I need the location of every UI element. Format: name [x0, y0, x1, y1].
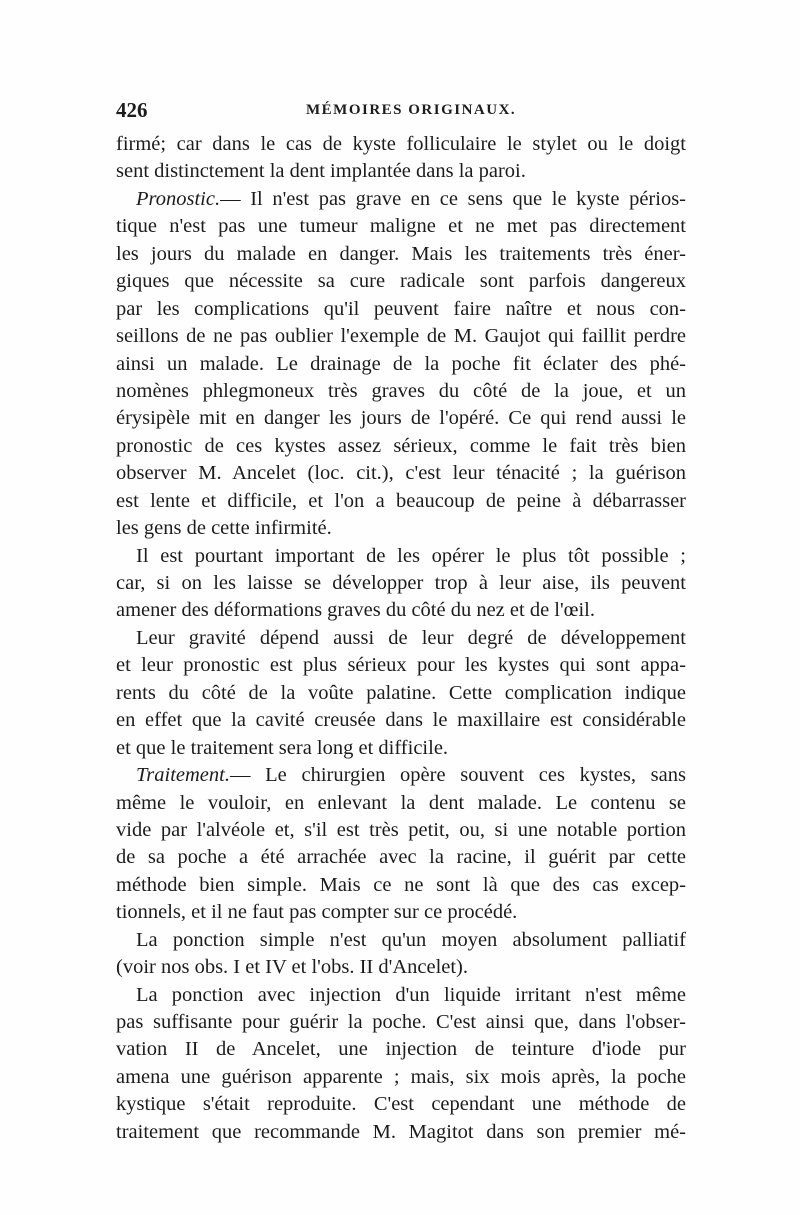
text-line: tique n'est pas une tumeur maligne et ne met pas directement	[116, 215, 686, 238]
text-line: est lente et difficile, et l'on a beaucoup de peine à débarrasser	[116, 489, 686, 512]
paragraph-traitement	[116, 762, 686, 927]
text-line: Il est pourtant important de les opérer le plus tôt possible ;	[136, 544, 686, 567]
text-line: nomènes phlegmoneux très graves du côté de la joue, et un	[116, 379, 686, 402]
page-header	[116, 98, 686, 128]
running-title: MÉMOIRES ORIGINAUX.	[306, 102, 517, 118]
text-line: pas suffisante pour guérir la poche. C'est ainsi que, dans l'obser-	[116, 1011, 686, 1033]
text-line	[116, 186, 686, 213]
text-line: observer M. Ancelet (loc. cit.), c'est leur ténacité ; la guérison	[116, 462, 686, 485]
text-line: seillons de ne pas oublier l'exemple de M. Gaujot qui faillit perdre	[116, 325, 686, 348]
text-line: car, si on les laisse se développer trop à leur aise, ils peuvent	[116, 572, 686, 594]
paragraph	[116, 543, 686, 625]
section-lead-pronostic: Pronostic.	[136, 187, 221, 210]
paragraph	[116, 625, 686, 762]
text-line: et que le traitement sera long et difficile.	[116, 736, 449, 759]
section-lead-traitement: Traitement.	[136, 764, 230, 787]
text-line: érysipèle mit en danger les jours de l'opéré. Ce qui rend aussi le	[116, 407, 686, 430]
text-line: tionnels, et il ne faut pas compter sur ce procédé.	[116, 901, 518, 924]
body-text	[116, 131, 686, 1146]
text-line: vide par l'alvéole et, s'il est très petit, ou, si une notable portion	[116, 818, 686, 841]
page-number: 426	[116, 98, 148, 122]
text-line: Leur gravité dépend aussi de leur degré de développement	[136, 626, 686, 649]
text-line: vation II de Ancelet, une injection de teinture d'iode pur	[116, 1038, 686, 1061]
text-line-rest: — Il n'est pas grave en ce sens que le kyste périos-	[220, 187, 686, 210]
text-line: kystique s'était reproduite. C'est cependant une méthode de	[116, 1093, 686, 1116]
paragraph-pronostic	[116, 186, 686, 543]
text-line: sent distinctement la dent implantée dans la paroi.	[116, 160, 526, 183]
text-line: amena une guérison apparente ; mais, six mois après, la poche	[116, 1065, 686, 1088]
text-line: traitement que recommande M. Magitot dans son premier mé-	[116, 1120, 686, 1143]
text-line: en effet que la cavité creusée dans le maxillaire est considérable	[116, 709, 686, 732]
text-line: de sa poche a été arrachée avec la racine, il guérit par cette	[116, 846, 686, 869]
text-line: (voir nos obs. I et IV et l'obs. II d'Ancelet).	[116, 956, 469, 979]
text-line: amener des déformations graves du côté du nez et de l'œil.	[116, 599, 596, 622]
text-line: et leur pronostic est plus sérieux pour les kystes qui sont appa-	[116, 654, 686, 677]
paragraph	[116, 982, 686, 1147]
paragraph	[116, 927, 686, 982]
text-line: pronostic de ces kystes assez sérieux, comme le fait très bien	[116, 434, 686, 457]
text-line: par les complications qu'il peuvent faire naître et nous con-	[116, 297, 686, 320]
text-line: les jours du malade en danger. Mais les traitements très éner-	[116, 242, 686, 265]
text-line	[116, 762, 686, 789]
text-line: rents du côté de la voûte palatine. Cette complication indique	[116, 681, 686, 704]
text-line: La ponction simple n'est qu'un moyen absolument palliatif	[136, 928, 686, 951]
text-line: méthode bien simple. Mais ce ne sont là que des cas excep-	[116, 873, 686, 896]
text-line: ainsi un malade. Le drainage de la poche fit éclater des phé-	[116, 352, 686, 375]
text-line: firmé; car dans le cas de kyste folliculaire le stylet ou le doigt	[116, 133, 686, 155]
text-line: La ponction avec injection d'un liquide irritant n'est même	[136, 983, 686, 1006]
paragraph	[116, 131, 686, 186]
text-line: les gens de cette infirmité.	[116, 517, 332, 540]
text-line-rest: — Le chirurgien opère souvent ces kystes, sans	[229, 764, 686, 787]
text-line: même le vouloir, en enlevant la dent malade. Le contenu se	[116, 791, 686, 814]
text-line: giques que nécessite sa cure radicale sont parfois dangereux	[116, 270, 686, 293]
